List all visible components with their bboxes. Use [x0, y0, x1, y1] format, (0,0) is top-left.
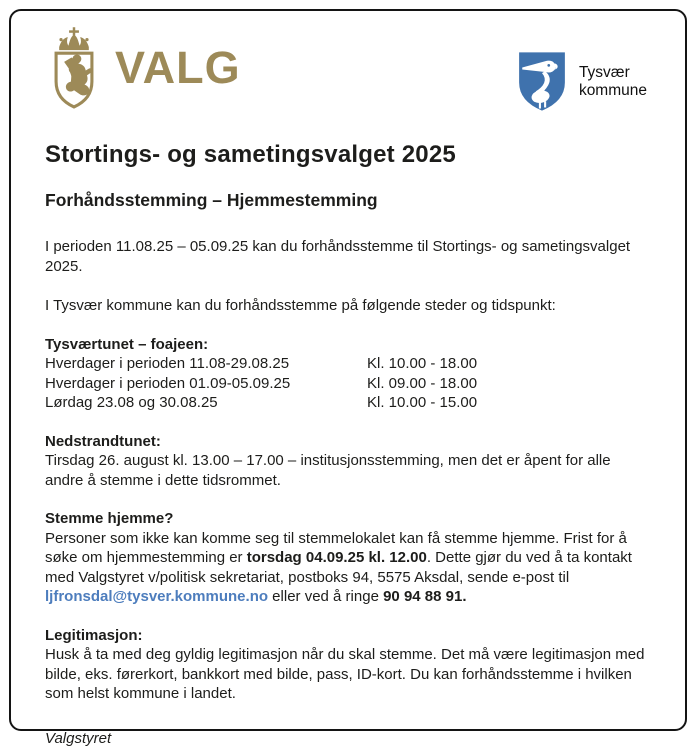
- tysver-kommune-logo: [516, 50, 647, 114]
- kommune-name: [579, 64, 647, 100]
- phone-number: 90 94 88 91.: [383, 588, 466, 605]
- nedstrand-section: [45, 432, 653, 491]
- schedule-row-label: Hverdager i perioden 11.08-29.08.25: [45, 354, 367, 374]
- deadline-text: torsdag 04.09.25 kl. 12.00: [247, 549, 427, 566]
- signature: Valgstyret: [45, 729, 653, 748]
- schedule-row: [45, 393, 653, 413]
- valg-wordmark: VALG: [115, 26, 241, 110]
- kommune-name-line2: kommune: [579, 82, 647, 99]
- schedule-row-time: Kl. 09.00 - 18.00: [367, 374, 477, 394]
- home-voting-text-2: . Dette gjør du ved å ta kontakt med Valgstyret v/politisk sekretariat, postboks 94, 5575 Aksdal, sende e-post til: [45, 549, 632, 586]
- nedstrand-body: Tirsdag 26. august kl. 13.00 – 17.00 – institusjonsstemming, men det er åpent for alle andre å stemme i dette tidsrommet.: [45, 451, 653, 490]
- home-voting-text-1: Personer som ikke kan komme seg til stemmelokalet kan få stemme hjemme. Frist for å søke om hjemmestemming er: [45, 530, 627, 567]
- home-voting-body: [45, 529, 653, 607]
- schedule-row-label: Hverdager i perioden 01.09-05.09.25: [45, 374, 367, 394]
- schedule-heading: Tysværtunet – foajeen:: [45, 335, 653, 355]
- schedule-row: [45, 354, 653, 374]
- id-heading: Legitimasjon:: [45, 626, 653, 646]
- home-voting-text-3: eller ved å ringe: [268, 588, 383, 605]
- intro-paragraph-2: I Tysvær kommune kan du forhåndsstemme på følgende steder og tidspunkt:: [45, 296, 653, 316]
- home-voting-heading: Stemme hjemme?: [45, 509, 653, 529]
- home-voting-section: [45, 509, 653, 607]
- announcement-sheet: [9, 9, 687, 731]
- nedstrand-heading: Nedstrandtunet:: [45, 432, 653, 452]
- page-title: Stortings- og sametingsvalget 2025: [45, 141, 653, 169]
- norwegian-coat-of-arms-icon: [43, 26, 105, 110]
- id-body: Husk å ta med deg gyldig legitimasjon når du skal stemme. Det må være legitimasjon med bilde, eks. førerkort, bankkort med bilde, pass, ID-kort. Du kan forhåndsstemme i hvilken som helst kommune i landet.: [45, 645, 653, 704]
- intro-paragraph-1: I perioden 11.08.25 – 05.09.25 kan du forhåndsstemme til Stortings- og sametingsvalget 2025.: [45, 237, 653, 276]
- schedule-row-time: Kl. 10.00 - 18.00: [367, 354, 477, 374]
- id-section: [45, 626, 653, 704]
- body-copy: [45, 237, 653, 748]
- page-subtitle: Forhåndsstemming – Hjemmestemming: [45, 190, 653, 211]
- email-link[interactable]: ljfronsdal@tysver.kommune.no: [45, 588, 268, 605]
- heron-shield-icon: [516, 50, 568, 114]
- schedule-row: [45, 374, 653, 394]
- schedule-row-label: Lørdag 23.08 og 30.08.25: [45, 393, 367, 413]
- header: [43, 26, 653, 114]
- schedule-section: [45, 335, 653, 413]
- valg-logo: [43, 26, 241, 110]
- kommune-name-line1: Tysvær: [579, 64, 630, 81]
- schedule-row-time: Kl. 10.00 - 15.00: [367, 393, 477, 413]
